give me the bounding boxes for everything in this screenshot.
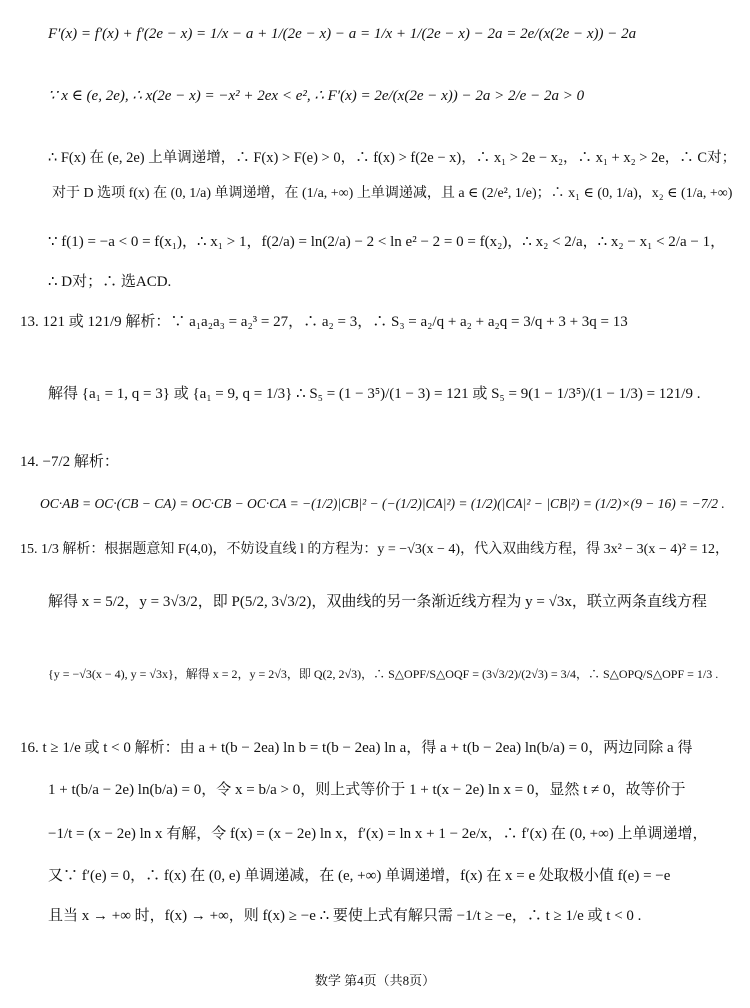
solution-line-5: ∵ f(1) = −a < 0 = f(x₁)，∴ x₁ > 1，f(2/a) = ln(2/a) − 2 < ln e² − 2 = 0 = f(x₂)，∴ x₂ < 2/a，∴ x₂ − x₁ < 2/a − 1， bbox=[48, 234, 726, 250]
problem-16-solution-4: 且当 x → +∞ 时，f(x) → +∞，则 f(x) ≥ −e ∴ 要使上式有解只需 −1/t ≥ −e，∴ t ≥ 1/e 或 t < 0 . bbox=[48, 908, 642, 924]
solution-line-1: F′(x) = f′(x) + f′(2e − x) = 1/x − a + 1/(2e − x) − a = 1/x + 1/(2e − x) − 2a = 2e/(x(2e − x)) − 2a bbox=[48, 26, 637, 42]
problem-13-solution: 解得 {a₁ = 1, q = 3} 或 {a₁ = 9, q = 1/3} ∴ S₅ = (1 − 3⁵)/(1 − 3) = 121 或 S₅ = 9(1 − 1/3⁵)/(1 − 1/3) = 121/9 . bbox=[48, 386, 701, 402]
problem-14-answer: 14. −7/2 解析： bbox=[20, 454, 119, 470]
problem-16-solution-2: −1/t = (x − 2e) ln x 有解，令 f(x) = (x − 2e) ln x，f′(x) = ln x + 1 − 2e/x，∴ f′(x) 在 (0, +∞) 上单调递增， bbox=[48, 826, 708, 842]
problem-16-solution-1: 1 + t(b/a − 2e) ln(b/a) = 0，令 x = b/a > 0，则上式等价于 1 + t(x − 2e) ln x = 0，显然 t ≠ 0，故等价于 bbox=[48, 782, 686, 798]
problem-14-solution: OC·AB = OC·(CB − CA) = OC·CB − OC·CA = −(1/2)|CB|² − (−(1/2)|CA|²) = (1/2)(|CA|² − |CB|²) = (1/2)×(9 − 16) = −7/2 . bbox=[40, 496, 725, 511]
problem-15-solution-2: {y = −√3(x − 4), y = √3x}，解得 x = 2，y = 2√3，即 Q(2, 2√3)，∴ S△OPF/S△OQF = (3√3/2)/(2√3) = 3/4，∴ S△OPQ/S△OPF = 1/3 . bbox=[48, 667, 719, 681]
problem-15-solution-1: 解得 x = 5/2，y = 3√3/2，即 P(5/2, 3√3/2)，双曲线的另一条渐近线方程为 y = √3x，联立两条直线方程 bbox=[48, 594, 707, 610]
problem-16-solution-3: 又∵ f′(e) = 0，∴ f(x) 在 (0, e) 单调递减，在 (e, +∞) 单调递增，f(x) 在 x = e 处取极小值 f(e) = −e bbox=[48, 868, 671, 884]
solution-line-6: ∴ D对；∴ 选ACD. bbox=[48, 274, 172, 290]
page-footer: 数学 第4页（共8页） bbox=[314, 973, 436, 988]
solution-line-4: 对于 D 选项 f(x) 在 (0, 1/a) 单调递增，在 (1/a, +∞) 上单调递减，且 a ∈ (2/e², 1/e)；∴ x₁ ∈ (0, 1/a)，x₂ ∈ (1/a, +∞) bbox=[52, 186, 733, 201]
problem-16-answer: 16. t ≥ 1/e 或 t < 0 解析：由 a + t(b − 2ea) ln b = t(b − 2ea) ln a，得 a + t(b − 2ea) ln(b/a) = 0，两边同除 a 得 bbox=[20, 740, 693, 756]
solution-line-3: ∴ F(x) 在 (e, 2e) 上单调递增，∴ F(x) > F(e) > 0，∴ f(x) > f(2e − x)，∴ x₁ > 2e − x₂，∴ x₁ + x₂ > 2e，∴ C对； bbox=[48, 150, 737, 166]
problem-13-answer: 13. 121 或 121/9 解析：∵ a₁a₂a₃ = a₂³ = 27，∴ a₂ = 3，∴ S₃ = a₂/q + a₂ + a₂q = 3/q + 3 + 3q = 13 bbox=[20, 314, 628, 330]
problem-15-answer: 15. 1/3 解析：根据题意知 F(4,0)，不妨设直线 l 的方程为：y = −√3(x − 4)，代入双曲线方程，得 3x² − 3(x − 4)² = 12， bbox=[20, 542, 729, 557]
solution-line-2: ∵ x ∈ (e, 2e), ∴ x(2e − x) = −x² + 2ex < e², ∴ F′(x) = 2e/(x(2e − x)) − 2a > 2/e − 2a > 0 bbox=[48, 88, 585, 104]
